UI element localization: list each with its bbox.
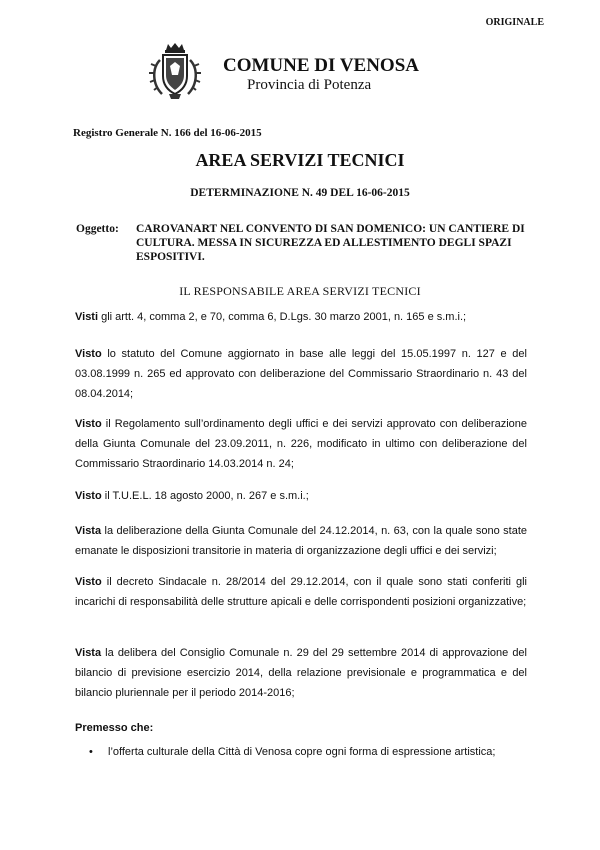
paragraph-text: il decreto Sindacale n. 28/2014 del 29.12.2014, con il quale sono stati conferiti gli incarichi di responsabilità delle strutture apicali e delle corrispondenti posizioni organizzative; (75, 576, 527, 608)
paragraph-lead: Visto (75, 490, 102, 502)
provincia-name: Provincia di Potenza (247, 77, 372, 93)
paragraph (75, 344, 527, 404)
paragraph-text: la delibera del Consiglio Comunale n. 29 del 29 settembre 2014 di approvazione del bilancio di previsione esercizio 2014, della relazione previsionale e programmatica e del bilancio pluriennale per il periodo 2014-2016; (75, 647, 527, 699)
determinazione-number: DETERMINAZIONE N. 49 DEL 16-06-2015 (190, 187, 410, 199)
premesso-heading: Premesso che: (75, 722, 154, 734)
area-title: AREA SERVIZI TECNICI (195, 150, 405, 170)
paragraph (75, 572, 527, 612)
bullet-icon: • (89, 746, 93, 758)
oggetto-label: Oggetto: (76, 223, 119, 235)
paragraph-text: il T.U.E.L. 18 agosto 2000, n. 267 e s.m.i.; (101, 490, 309, 502)
paragraph (75, 486, 527, 506)
oggetto-text: CAROVANART NEL CONVENTO DI SAN DOMENICO: UN CANTIERE DI CULTURA. MESSA IN SICUREZZA ED ALLESTIMENTO DEGLI SPAZI ESPOSITIVI. (136, 223, 525, 263)
paragraph-text: gli artt. 4, comma 2, e 70, comma 6, D.Lgs. 30 marzo 2001, n. 165 e s.m.i.; (98, 311, 467, 323)
paragraph (75, 521, 527, 561)
comune-name: COMUNE DI VENOSA (223, 55, 420, 76)
responsabile-heading: IL RESPONSABILE AREA SERVIZI TECNICI (179, 284, 421, 298)
paragraph-lead: Visto (75, 348, 102, 360)
paragraph-lead: Visti (75, 311, 99, 323)
paragraph (75, 307, 527, 327)
paragraph-lead: Visto (75, 576, 102, 588)
paragraph-text: il Regolamento sull’ordinamento degli uffici e dei servizi approvato con deliberazione della Giunta Comunale del 23.09.2011, n. 226, modificato in ultimo con deliberazione del Commissario Straordinario 14.03.2014 n. 24; (75, 418, 527, 470)
originale-label: ORIGINALE (485, 17, 544, 28)
paragraph (75, 643, 527, 703)
paragraph-lead: Vista (75, 525, 102, 537)
list-item-text: l’offerta culturale della Città di Venosa copre ogni forma di espressione artistica; (108, 746, 496, 758)
paragraph (75, 414, 527, 474)
paragraph-text: lo statuto del Comune aggiornato in base alle leggi del 15.05.1997 n. 127 e del 03.08.1999 n. 265 ed approvato con deliberazione del Commissario Straordinario n. 43 del 08.04.2014; (75, 348, 527, 400)
municipal-coat-of-arms-icon (146, 42, 204, 102)
paragraph-lead: Vista (75, 647, 102, 659)
paragraph-lead: Visto (75, 418, 102, 430)
paragraph-text: la deliberazione della Giunta Comunale del 24.12.2014, n. 63, con la quale sono state emanate le disposizioni transitorie in materia di organizzazione degli uffici e dei servizi; (75, 525, 527, 557)
registro-generale: Registro Generale N. 166 del 16-06-2015 (73, 127, 262, 139)
